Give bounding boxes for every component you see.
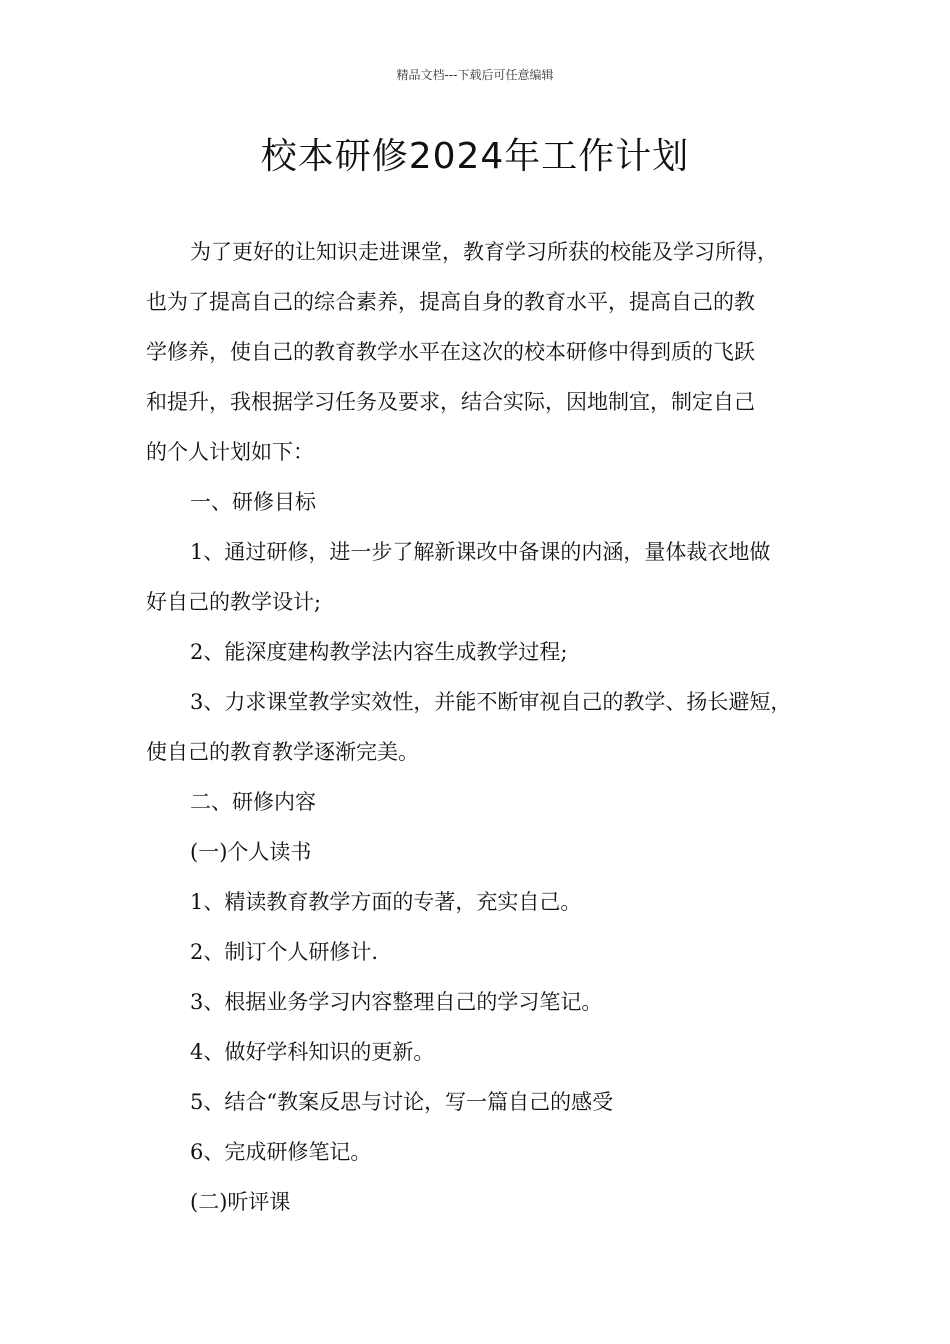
list-item: 6、完成研修笔记。 (190, 1140, 372, 1164)
list-item: 1、精读教育教学方面的专著，充实自己。 (190, 890, 582, 914)
list-item: 4、做好学科知识的更新。 (190, 1040, 435, 1064)
body-line: 学修养，使自己的教育教学水平在这次的校本研修中得到质的飞跃 (146, 340, 755, 364)
body-line: 的个人计划如下： (146, 440, 314, 464)
list-item: 5、结合“教案反思与讨论，写一篇自己的感受 (190, 1090, 614, 1114)
body-line: 为了更好的让知识走进课堂，教育学习所获的校能及学习所得， (190, 240, 778, 264)
body-line: 1、通过研修，进一步了解新课改中备课的内涵，量体裁衣地做 (190, 540, 771, 564)
section-heading: 一、研修目标 (190, 490, 316, 514)
body-line: 好自己的教学设计; (146, 590, 322, 614)
section-heading: 二、研修内容 (190, 790, 316, 814)
body-line: 也为了提高自己的综合素养，提高自身的教育水平，提高自己的教 (146, 290, 755, 314)
list-item: 3、根据业务学习内容整理自己的学习笔记。 (190, 990, 603, 1014)
page-header-note: 精品文档---下载后可任意编辑 (396, 68, 554, 82)
document-body (146, 227, 806, 1227)
body-line: 3、力求课堂教学实效性，并能不断审视自己的教学、扬长避短， (190, 690, 792, 714)
body-line: 2、能深度建构教学法内容生成教学过程; (190, 640, 568, 664)
body-line: 使自己的教育教学逐渐完美。 (146, 740, 419, 764)
body-line: 和提升，我根据学习任务及要求，结合实际，因地制宜，制定自己 (146, 390, 755, 414)
list-item: 2、制订个人研修计. (190, 940, 379, 964)
subsection-heading: (一)个人读书 (190, 840, 312, 864)
document-title: 校本研修2024年工作计划 (260, 136, 690, 177)
subsection-heading: (二)听评课 (190, 1190, 291, 1214)
